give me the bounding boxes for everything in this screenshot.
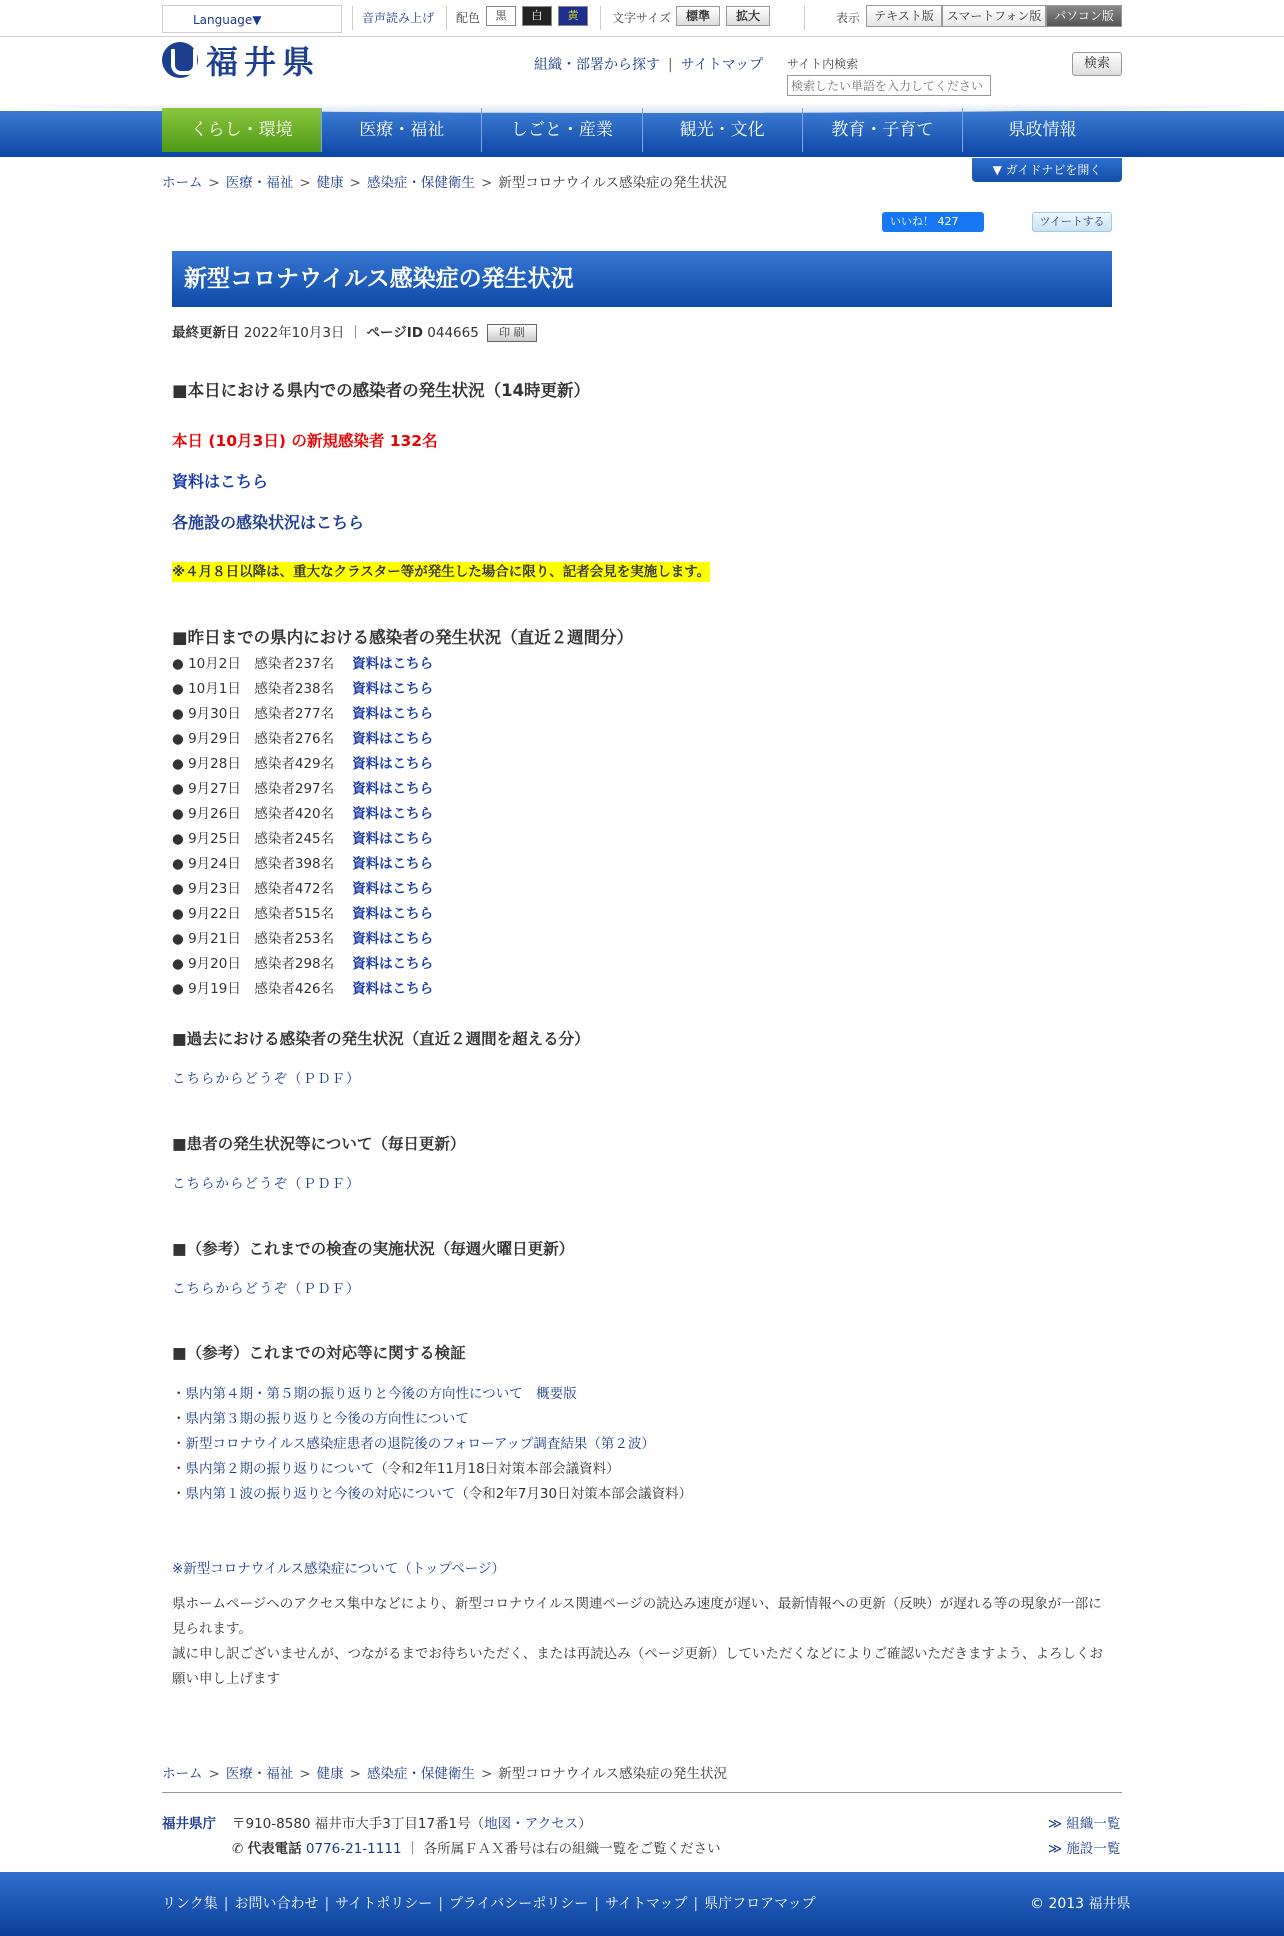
nav-item-work[interactable]: しごと・産業: [482, 108, 642, 152]
bullet-icon: ●: [172, 656, 189, 672]
recent-material-link[interactable]: 資料はこちら: [352, 756, 434, 772]
footer-tel: ✆ 代表電話 0776-21-1111 ｜ 各所属ＦＡＸ番号は右の組織一覧をご覧ください: [232, 1841, 721, 1857]
tel-link[interactable]: 0776-21-1111: [305, 1841, 402, 1857]
bullet-icon: ●: [172, 956, 189, 972]
footer-link-privacy[interactable]: プライバシーポリシー: [448, 1896, 589, 1912]
color-yellow-button[interactable]: 黄: [558, 6, 588, 26]
nav-item-medical[interactable]: 医療・福祉: [322, 108, 482, 152]
color-black-button[interactable]: 黒: [486, 6, 516, 26]
fontsize-label: 文字サイズ: [612, 11, 672, 25]
divider: [352, 6, 353, 30]
bullet-icon: ●: [172, 781, 189, 797]
recent-row: [172, 652, 433, 672]
nav-item-education[interactable]: 教育・子育て: [803, 108, 963, 152]
recent-heading: ■昨日までの県内における感染者の発生状況（直近２週間分）: [172, 628, 634, 647]
recent-material-link[interactable]: 資料はこちら: [352, 681, 434, 697]
bullet-icon: ●: [172, 981, 189, 997]
page-id: 044665: [427, 325, 479, 341]
recent-material-link[interactable]: 資料はこちら: [352, 931, 434, 947]
recent-material-link[interactable]: 資料はこちら: [352, 781, 434, 797]
recent-count: 感染者277名: [254, 706, 335, 722]
breadcrumb: ホーム > 医療・福祉 > 健康 > 感染症・保健衛生 > 新型コロナウイルス感染症の発生状況: [162, 175, 727, 191]
search-input[interactable]: [787, 75, 991, 96]
bullet-icon: ●: [172, 881, 189, 897]
updated-label: 最終更新日: [172, 325, 240, 341]
divider: [446, 6, 447, 30]
facebook-like-button[interactable]: いいね！ 427: [882, 212, 984, 232]
review-item: ・新型コロナウイルス感染症患者の退院後のフォローアップ調査結果（第２波）: [172, 1436, 655, 1452]
access-notice-1: 県ホームページへのアクセス集中などにより、新型コロナウイルス関連ページの読込み速度が遅い、最新情報への更新（反映）が遅れる等の現象が一部に見られます。: [172, 1596, 1102, 1637]
site-search-label: サイト内検索: [787, 57, 859, 71]
bullet-icon: ●: [172, 706, 189, 722]
view-text-button[interactable]: テキスト版: [866, 5, 942, 27]
color-label: 配色: [456, 11, 481, 25]
recent-material-link[interactable]: 資料はこちら: [352, 856, 434, 872]
recent-date: 9月21日: [188, 931, 241, 947]
fontsize-standard-button[interactable]: 標準: [676, 6, 720, 26]
divider: [804, 6, 805, 30]
page-title: 新型コロナウイルス感染症の発生状況: [172, 251, 1112, 307]
recent-count: 感染者276名: [254, 731, 335, 747]
review-item: ・県内第３期の振り返りと今後の方向性について: [172, 1411, 469, 1427]
bullet-icon: ●: [172, 931, 189, 947]
recent-row: [172, 877, 433, 897]
access-notice-2: 誠に申し訳ございませんが、つながるまでお待ちいただく、または再読込み（ページ更新）していただくなどによりご確認いただきますよう、よろしくお願い申し上げます: [172, 1646, 1103, 1687]
copyright: © 2013 福井県: [1030, 1896, 1131, 1912]
patients-heading: ■患者の発生状況等について（毎日更新）: [172, 1135, 466, 1153]
recent-row: [172, 752, 433, 772]
utility-bar: [0, 0, 1284, 37]
recent-count: 感染者472名: [254, 881, 335, 897]
language-select[interactable]: Language▼: [162, 5, 342, 33]
footer-org: 福井県庁: [162, 1816, 216, 1832]
recent-material-link[interactable]: 資料はこちら: [352, 656, 434, 672]
color-white-button[interactable]: 白: [522, 6, 552, 26]
map-access-link[interactable]: 地図・アクセス: [484, 1816, 579, 1832]
pageid-label: ページID: [366, 325, 423, 341]
bullet-icon: ●: [172, 806, 189, 822]
review-link-4-5[interactable]: 県内第４期・第５期の振り返りと今後の方向性について 概要版: [185, 1386, 577, 1402]
phone-icon: ✆: [232, 1841, 244, 1857]
recent-row: [172, 852, 433, 872]
breadcrumb-medical[interactable]: 医療・福祉: [225, 175, 294, 191]
breadcrumb-home[interactable]: ホーム: [162, 175, 203, 191]
today-new-cases: 本日 (10月3日) の新規感染者 132名: [172, 432, 438, 450]
recent-row: [172, 802, 433, 822]
recent-date: 9月23日: [188, 881, 241, 897]
search-button[interactable]: 検索: [1072, 52, 1122, 76]
global-nav: [162, 108, 1122, 152]
updated-date: 2022年10月3日: [243, 325, 345, 341]
recent-date: 9月20日: [188, 956, 241, 972]
breadcrumb-infection[interactable]: 感染症・保健衛生: [366, 1766, 475, 1782]
view-label: 表示: [836, 11, 861, 25]
recent-material-link[interactable]: 資料はこちら: [352, 956, 434, 972]
recent-material-link[interactable]: 資料はこちら: [352, 906, 434, 922]
recent-material-link[interactable]: 資料はこちら: [352, 981, 434, 997]
recent-date: 9月22日: [188, 906, 241, 922]
recent-count: 感染者298名: [254, 956, 335, 972]
recent-material-link[interactable]: 資料はこちら: [352, 731, 434, 747]
bullet-icon: ●: [172, 681, 189, 697]
footer-divider: [162, 1792, 1122, 1793]
recent-count: 感染者429名: [254, 756, 335, 772]
breadcrumb-health[interactable]: 健康: [316, 1766, 344, 1782]
nav-item-tourism[interactable]: 観光・文化: [643, 108, 803, 152]
recent-date: 9月27日: [188, 781, 241, 797]
press-notice-text: ※４月８日以降は、重大なクラスター等が発生した場合に限り、記者会見を実施します。: [172, 564, 711, 580]
breadcrumb-home[interactable]: ホーム: [162, 1766, 203, 1782]
recent-date: 9月24日: [188, 856, 241, 872]
breadcrumb-health[interactable]: 健康: [316, 175, 344, 191]
top-page-link-row: [172, 1557, 505, 1577]
footer-link-links[interactable]: リンク集: [162, 1896, 218, 1912]
recent-material-link[interactable]: 資料はこちら: [352, 831, 434, 847]
footer-link-contact[interactable]: お問い合わせ: [234, 1896, 319, 1912]
review-item: ・県内第１波の振り返りと今後の対応について（令和2年7月30日対策本部会議資料）: [172, 1486, 693, 1502]
recent-material-link[interactable]: 資料はこちら: [352, 881, 434, 897]
breadcrumb-infection[interactable]: 感染症・保健衛生: [366, 175, 475, 191]
facility-list-link[interactable]: ≫ 施設一覧: [1048, 1841, 1121, 1857]
recent-row: [172, 677, 433, 697]
sitemap-link[interactable]: サイトマップ: [680, 57, 764, 73]
site-logo[interactable]: [162, 40, 320, 80]
recent-row: [172, 952, 433, 972]
bullet-icon: ●: [172, 906, 189, 922]
recent-count: 感染者426名: [254, 981, 335, 997]
past-pdf-link[interactable]: こちらからどうぞ（ＰＤＦ）: [172, 1071, 361, 1087]
recent-date: 9月28日: [188, 756, 241, 772]
recent-count: 感染者237名: [254, 656, 335, 672]
recent-material-link[interactable]: 資料はこちら: [352, 806, 434, 822]
past-heading: ■過去における感染者の発生状況（直近２週間を超える分）: [172, 1030, 590, 1048]
recent-count: 感染者245名: [254, 831, 335, 847]
review-item: ・県内第４期・第５期の振り返りと今後の方向性について 概要版: [172, 1386, 577, 1402]
recent-date: 9月25日: [188, 831, 241, 847]
review-link-3[interactable]: 県内第３期の振り返りと今後の方向性について: [185, 1411, 469, 1427]
recent-date: 9月26日: [188, 806, 241, 822]
recent-date: 10月2日: [188, 656, 241, 672]
recent-count: 感染者398名: [254, 856, 335, 872]
recent-material-link[interactable]: 資料はこちら: [352, 706, 434, 722]
recent-row: [172, 927, 433, 947]
tests-heading: ■（参考）これまでの検査の実施状況（毎週火曜日更新）: [172, 1240, 575, 1258]
footer-address: 〒910-8580 福井市大手3丁目17番1号（地図・アクセス）: [232, 1816, 592, 1832]
breadcrumb-current: 新型コロナウイルス感染症の発生状況: [498, 1766, 727, 1782]
header-links: [534, 54, 763, 74]
patients-pdf-link[interactable]: こちらからどうぞ（ＰＤＦ）: [172, 1176, 361, 1192]
recent-row: [172, 702, 433, 722]
logo-text: 福井県: [206, 43, 321, 81]
recent-row: [172, 827, 433, 847]
recent-row: [172, 977, 433, 997]
breadcrumb-bottom: ホーム > 医療・福祉 > 健康 > 感染症・保健衛生 > 新型コロナウイルス感染症の発生状況: [162, 1766, 727, 1782]
recent-date: 9月29日: [188, 731, 241, 747]
review-heading: ■（参考）これまでの対応等に関する検証: [172, 1344, 466, 1362]
recent-row: [172, 727, 433, 747]
today-material-link[interactable]: 資料はこちら: [172, 472, 269, 491]
recent-count: 感染者238名: [254, 681, 335, 697]
recent-count: 感染者297名: [254, 781, 335, 797]
review-link-1[interactable]: 県内第１波の振り返りと今後の対応について: [185, 1486, 456, 1502]
bullet-icon: ●: [172, 856, 189, 872]
footer-link-sitemap[interactable]: サイトマップ: [604, 1896, 688, 1912]
bullet-icon: ●: [172, 831, 189, 847]
recent-date: 10月1日: [188, 681, 241, 697]
view-smartphone-button[interactable]: スマートフォン版: [942, 5, 1046, 27]
review-link-2[interactable]: 県内第２期の振り返りについて: [185, 1461, 375, 1477]
recent-count: 感染者515名: [254, 906, 335, 922]
breadcrumb-medical[interactable]: 医療・福祉: [225, 1766, 294, 1782]
bullet-icon: ●: [172, 731, 189, 747]
tests-pdf-link[interactable]: こちらからどうぞ（ＰＤＦ）: [172, 1281, 361, 1297]
recent-date: 9月30日: [188, 706, 241, 722]
view-pc-button[interactable]: パソコン版: [1046, 5, 1122, 27]
org-search-link[interactable]: 組織・部署から探す: [534, 57, 660, 73]
footer-links: リンク集 | お問い合わせ | サイトポリシー | プライバシーポリシー | サイトマップ | 県庁フロアマップ: [162, 1896, 816, 1912]
facility-status-link[interactable]: 各施設の感染状況はこちら: [172, 513, 365, 532]
footer-link-policy[interactable]: サイトポリシー: [335, 1896, 433, 1912]
breadcrumb-current: 新型コロナウイルス感染症の発生状況: [498, 175, 727, 191]
recent-row: [172, 777, 433, 797]
recent-row: [172, 902, 433, 922]
guide-nav-button[interactable]: ▼ ガイドナビを開く: [972, 158, 1122, 182]
review-item: ・県内第２期の振り返りについて（令和2年11月18日対策本部会議資料）: [172, 1461, 620, 1477]
org-list-link[interactable]: ≫ 組織一覧: [1048, 1816, 1121, 1832]
fontsize-large-button[interactable]: 拡大: [726, 6, 770, 26]
prefecture-emblem-icon: [162, 42, 198, 78]
recent-date: 9月19日: [188, 981, 241, 997]
footer-link-floormap[interactable]: 県庁フロアマップ: [704, 1896, 816, 1912]
divider: [600, 6, 601, 30]
page-meta: 最終更新日 2022年10月3日 ｜ ページID 044665 印 刷: [172, 321, 537, 342]
recent-count: 感染者420名: [254, 806, 335, 822]
voice-reader-link[interactable]: 音声読み上げ: [362, 11, 435, 25]
print-button[interactable]: 印 刷: [487, 324, 537, 342]
corona-top-page-link[interactable]: ※新型コロナウイルス感染症について（トップページ）: [172, 1561, 506, 1577]
bullet-icon: ●: [172, 756, 189, 772]
nav-item-government[interactable]: 県政情報: [1008, 120, 1077, 140]
review-link-followup[interactable]: 新型コロナウイルス感染症患者の退院後のフォローアップ調査結果（第２波）: [185, 1436, 655, 1452]
recent-count: 感染者253名: [254, 931, 335, 947]
press-notice: [172, 560, 710, 580]
divider: |: [668, 57, 673, 73]
nav-item-life[interactable]: くらし・環境: [162, 108, 322, 152]
tweet-button[interactable]: ツイートする: [1032, 212, 1112, 232]
today-heading: ■本日における県内での感染者の発生状況（14時更新）: [172, 381, 591, 400]
